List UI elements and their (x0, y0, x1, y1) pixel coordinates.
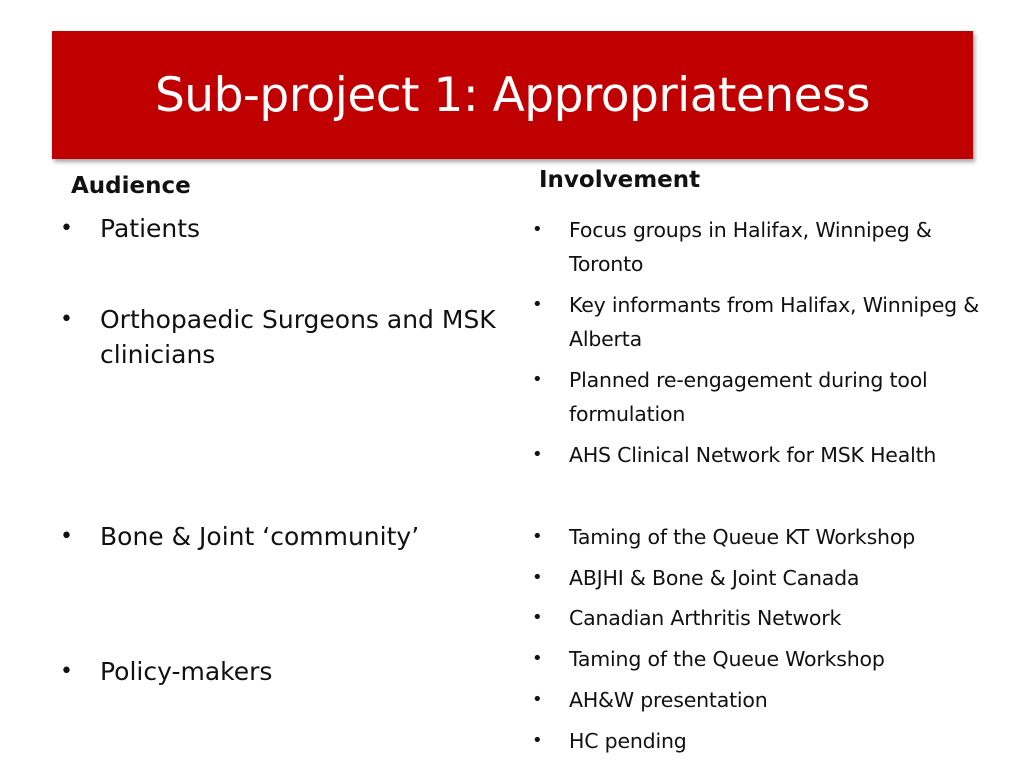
involvement-item-label: Focus groups in Halifax, Winnipeg & Toronto (569, 218, 932, 276)
bullet-icon: • (532, 526, 543, 547)
audience-item-label: Policy-makers (100, 657, 273, 686)
involvement-item-kt-workshop (532, 520, 1012, 554)
bullet-icon: • (532, 648, 543, 669)
bullet-icon: • (60, 307, 73, 332)
bullet-icon: • (532, 607, 543, 628)
audience-item-community (60, 519, 500, 554)
bullet-icon: • (60, 524, 73, 549)
involvement-item-abjhi (532, 561, 1012, 595)
involvement-item-ahw-presentation (532, 683, 1012, 717)
bullet-icon: • (532, 567, 543, 588)
involvement-item-label: Taming of the Queue KT Workshop (569, 525, 916, 549)
involvement-item-label: Taming of the Queue Workshop (569, 647, 885, 671)
involvement-item-queue-workshop (532, 642, 1012, 676)
involvement-item-re-engagement (532, 363, 1012, 431)
audience-item-policy-makers (60, 654, 500, 689)
bullet-icon: • (532, 444, 543, 465)
involvement-item-label: HC pending (569, 729, 687, 753)
involvement-item-label: AH&W presentation (569, 688, 768, 712)
involvement-heading: Involvement (539, 167, 701, 193)
bullet-icon: • (60, 216, 73, 241)
audience-heading: Audience (71, 173, 191, 199)
audience-item-label: Patients (100, 214, 201, 243)
involvement-item-key-informants (532, 288, 1012, 356)
audience-item-patients (60, 211, 500, 246)
bullet-icon: • (532, 369, 543, 390)
involvement-item-ahs-network (532, 438, 1012, 472)
audience-item-label: Orthopaedic Surgeons and MSK clinicians (100, 305, 496, 369)
involvement-item-arthritis-network (532, 601, 1012, 635)
involvement-item-label: ABJHI & Bone & Joint Canada (569, 566, 860, 590)
bullet-icon: • (532, 294, 543, 315)
slide-title: Sub-project 1: Appropriateness (154, 67, 871, 123)
audience-item-label: Bone & Joint ‘community’ (100, 522, 420, 551)
bullet-icon: • (60, 659, 73, 684)
involvement-item-label: Canadian Arthritis Network (569, 606, 842, 630)
involvement-item-label: Key informants from Halifax, Winnipeg & Alberta (569, 293, 980, 351)
audience-item-surgeons (60, 302, 500, 372)
involvement-item-focus-groups (532, 213, 1012, 281)
involvement-item-label: Planned re-engagement during tool formulation (569, 368, 928, 426)
involvement-item-hc-pending (532, 724, 1012, 758)
bullet-icon: • (532, 219, 543, 240)
involvement-item-label: AHS Clinical Network for MSK Health (569, 443, 937, 467)
bullet-icon: • (532, 730, 543, 751)
bullet-icon: • (532, 689, 543, 710)
slide-title-bar (52, 31, 973, 159)
